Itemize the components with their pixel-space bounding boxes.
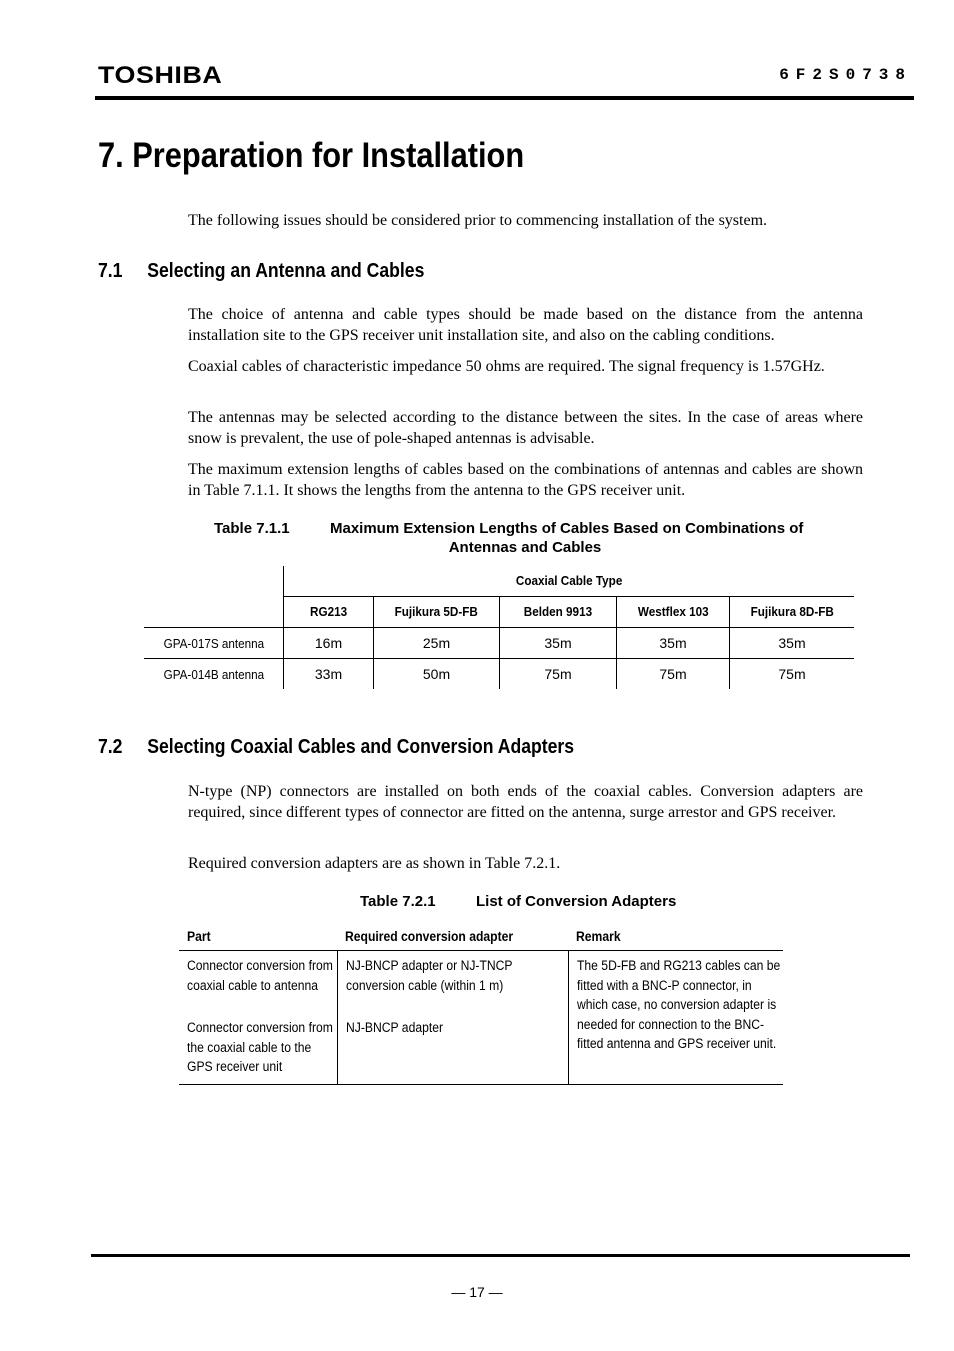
column-header: Required conversion adapter bbox=[337, 924, 568, 951]
table-caption-label: Table 7.2.1 bbox=[360, 893, 436, 910]
table-row bbox=[144, 627, 854, 658]
group-header: Coaxial Cable Type bbox=[284, 566, 855, 596]
column-header: Westflex 103 bbox=[617, 596, 730, 627]
paragraph: The choice of antenna and cable types should be made based on the distance from the antenna installation site to the GPS receiver unit installation site, and also on the cabling conditions. bbox=[188, 306, 863, 344]
paragraph: Coaxial cables of characteristic impedance 50 ohms are required. The signal frequency is 1.57GHz. bbox=[188, 358, 825, 375]
table-cell: NJ-BNCP adapter or NJ-TNCP conversion cable (within 1 m) bbox=[337, 951, 568, 1019]
table-cell: 33m bbox=[284, 658, 374, 689]
table-caption-title-cont: Antennas and Cables bbox=[448, 539, 602, 556]
row-label: GPA-014B antenna bbox=[163, 666, 264, 682]
table-cell: 75m bbox=[617, 658, 730, 689]
paragraph: The antennas may be selected according to the distance between the sites. In the case of areas where snow is prevalent, the use of pole-shaped antennas is advisable. bbox=[188, 409, 863, 447]
table-cell: Connector conversion from the coaxial cable to the GPS receiver unit bbox=[179, 1018, 337, 1085]
footer-rule bbox=[91, 1254, 910, 1257]
section-7-2-heading bbox=[98, 736, 574, 759]
header-rule bbox=[95, 96, 914, 100]
table-cell: 35m bbox=[500, 627, 617, 658]
table-cell: 25m bbox=[374, 627, 500, 658]
column-header: Fujikura 8D-FB bbox=[730, 596, 855, 627]
table-caption-label: Table 7.1.1 bbox=[214, 520, 290, 537]
chapter-intro: The following issues should be considered prior to commencing installation of the system. bbox=[188, 212, 768, 229]
table-cell: 16m bbox=[284, 627, 374, 658]
conversion-adapter-table bbox=[179, 924, 783, 1085]
table-cell: 75m bbox=[500, 658, 617, 689]
table-row bbox=[179, 951, 783, 1019]
document-number: 6F2S0738 bbox=[779, 66, 912, 84]
column-header: Remark bbox=[568, 924, 783, 951]
table-cell: NJ-BNCP adapter bbox=[337, 1018, 568, 1085]
table-row bbox=[144, 658, 854, 689]
table-cell: 75m bbox=[730, 658, 855, 689]
page-number: — 17 — bbox=[451, 1284, 503, 1300]
toshiba-logo: TOSHIBA bbox=[98, 62, 223, 89]
table-cell: 35m bbox=[617, 627, 730, 658]
table-caption-title: List of Conversion Adapters bbox=[476, 893, 677, 910]
cable-length-table bbox=[144, 566, 854, 689]
section-number: 7.1 bbox=[98, 260, 123, 282]
section-title: Selecting Coaxial Cables and Conversion Adapters bbox=[147, 736, 575, 758]
column-header: Part bbox=[179, 924, 337, 951]
table-caption-title: Maximum Extension Lengths of Cables Based on Combinations of bbox=[330, 520, 804, 537]
section-title: Selecting an Antenna and Cables bbox=[147, 260, 425, 282]
paragraph: Required conversion adapters are as shown in Table 7.2.1. bbox=[188, 855, 561, 872]
table-cell: Connector conversion from coaxial cable to antenna bbox=[187, 958, 333, 993]
column-header: Fujikura 5D-FB bbox=[374, 596, 500, 627]
paragraph: The maximum extension lengths of cables based on the combinations of antennas and cables are shown in Table 7.1.1. It shows the lengths from the antenna to the GPS receiver unit. bbox=[188, 461, 863, 499]
column-header: Belden 9913 bbox=[500, 596, 617, 627]
section-number: 7.2 bbox=[98, 736, 123, 758]
chapter-title: 7. Preparation for Installation bbox=[98, 136, 525, 175]
table-cell: 50m bbox=[374, 658, 500, 689]
paragraph: N-type (NP) connectors are installed on both ends of the coaxial cables. Conversion adapters are required, since different types of connector are fitted on the antenna, surge arrestor and GPS receiver. bbox=[188, 783, 863, 821]
table-cell: 35m bbox=[730, 627, 855, 658]
remark-cell: The 5D-FB and RG213 cables can be fitted with a BNC-P connector, in which case, no conversion adapter is needed for connection to the BNC-fitted antenna and GPS receiver unit. bbox=[568, 951, 783, 1085]
section-7-1-heading bbox=[98, 260, 424, 283]
row-label: GPA-017S antenna bbox=[144, 627, 284, 658]
column-header: RG213 bbox=[284, 596, 374, 627]
